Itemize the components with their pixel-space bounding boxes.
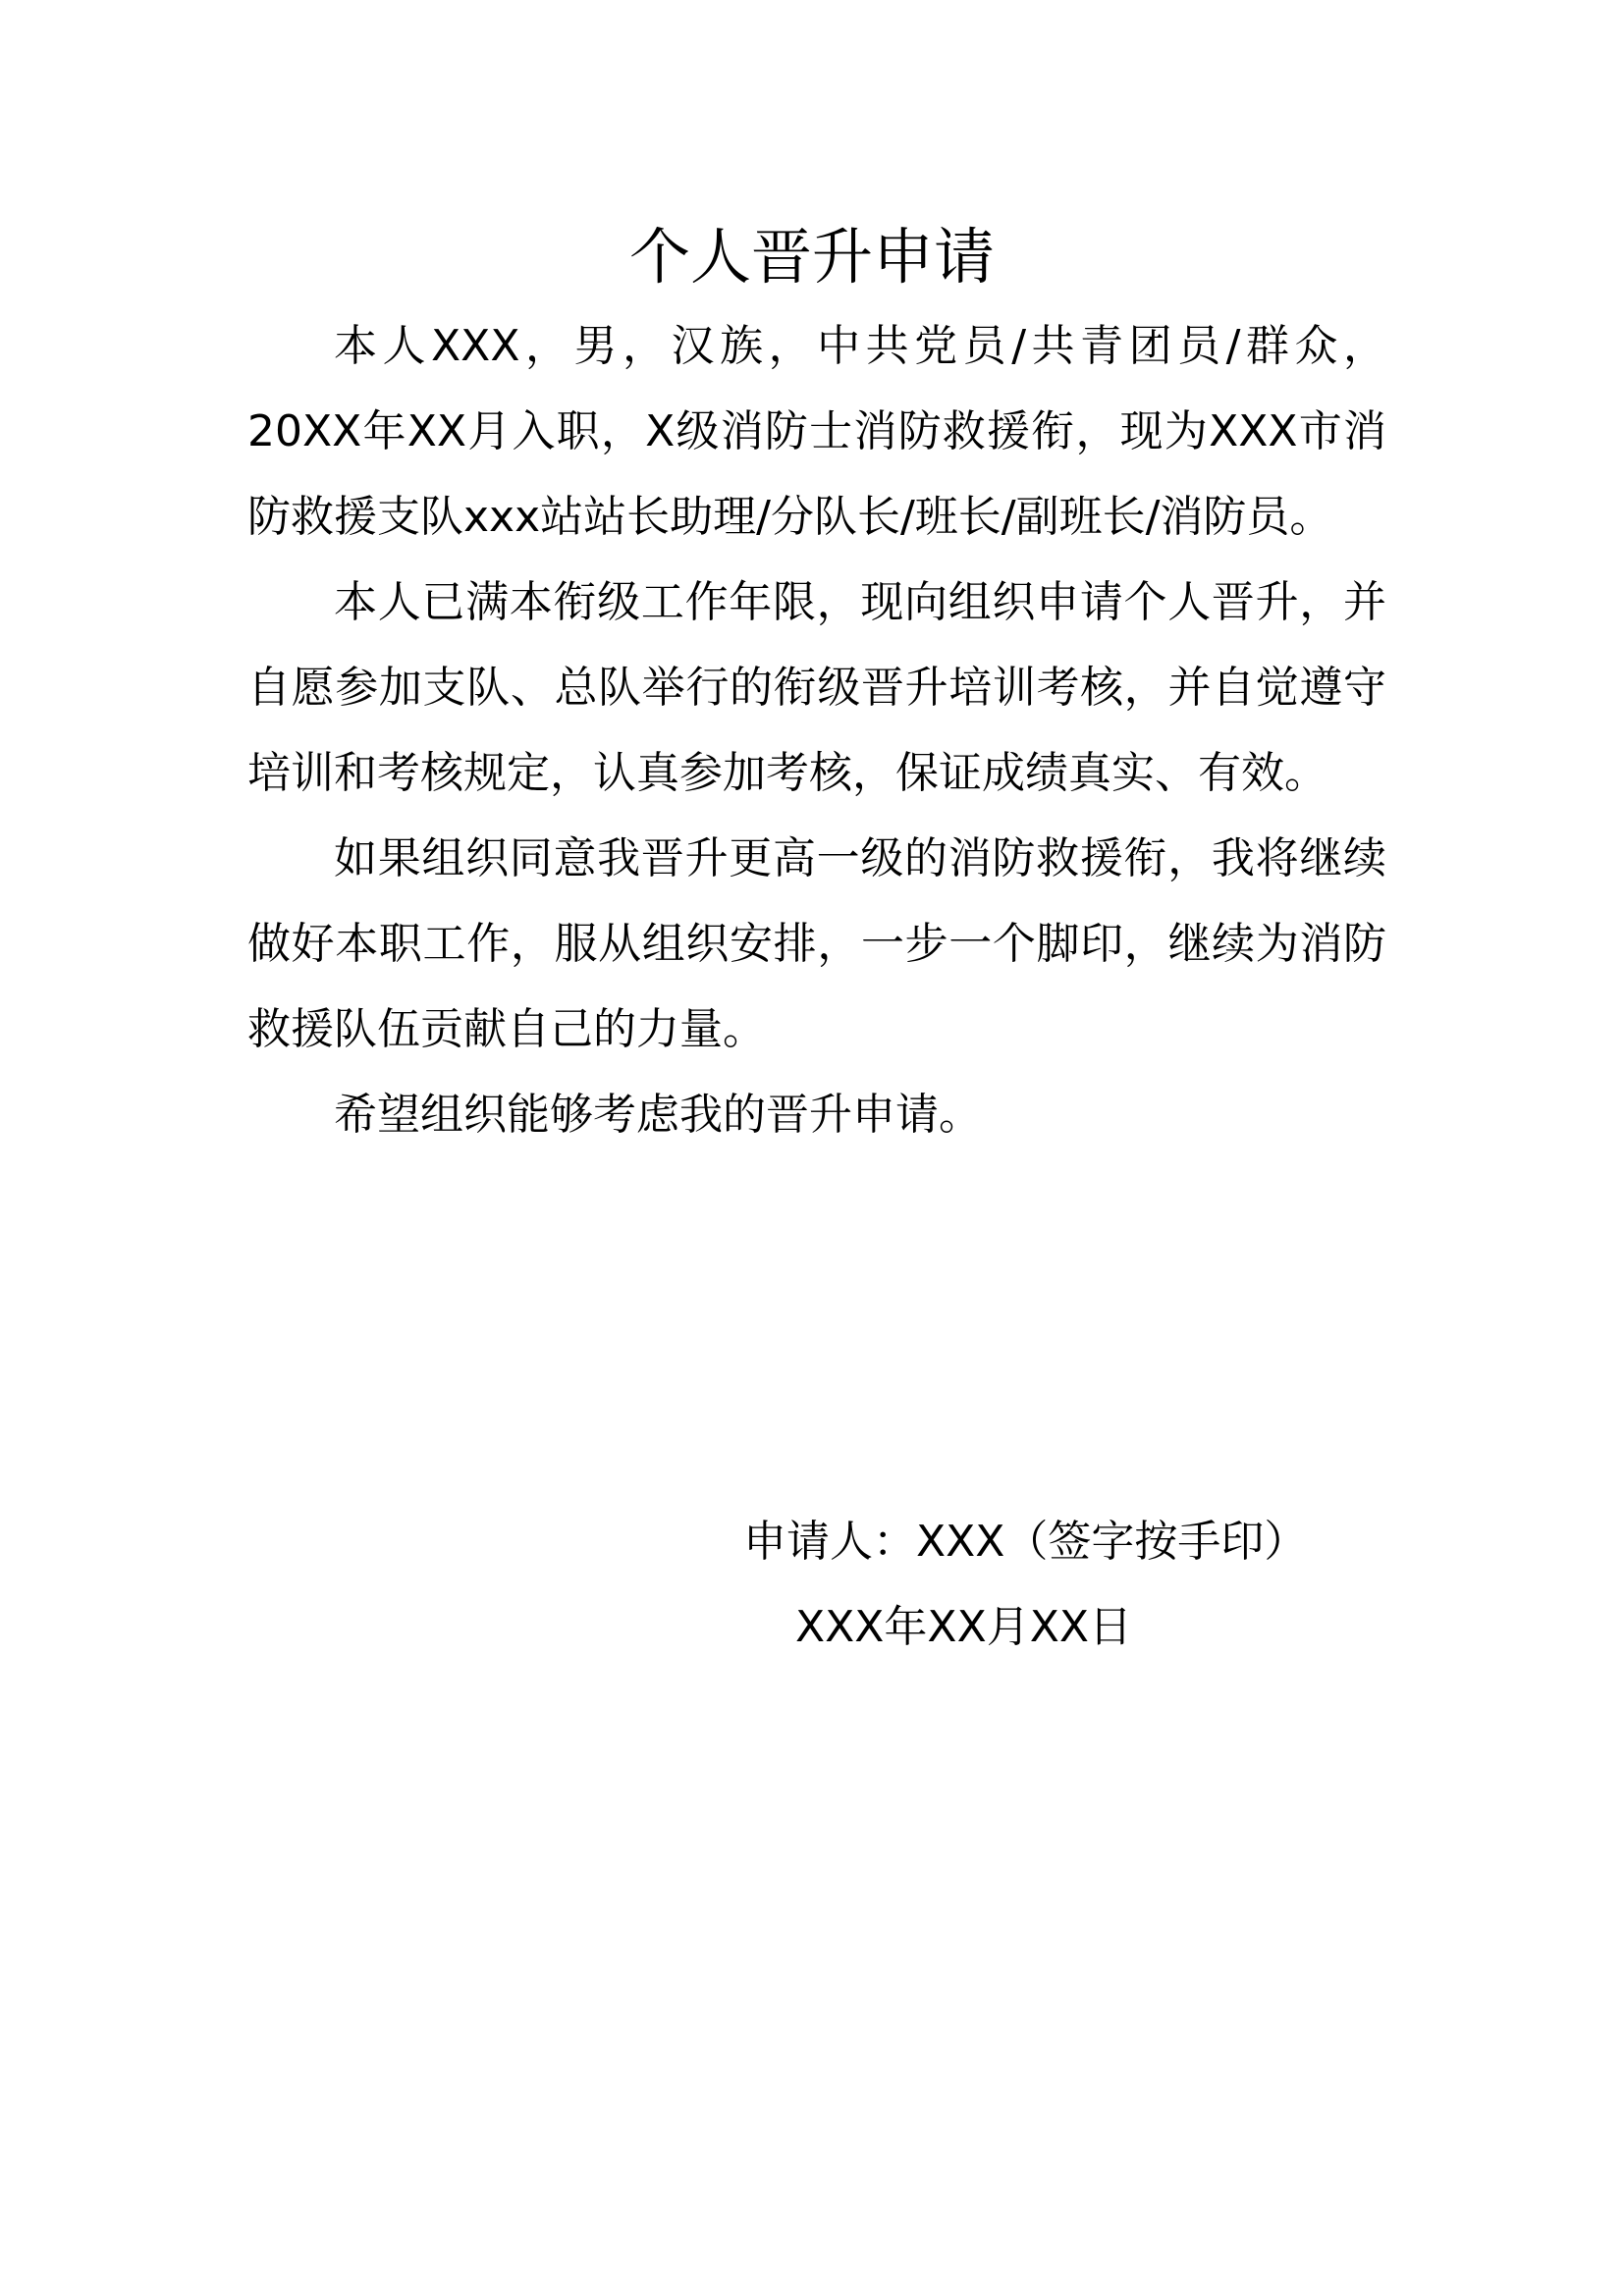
paragraph-application: 本人已满本衔级工作年限，现向组织申请个人晋升，并自愿参加支队、总队举行的衔级晋升培训考核，并自觉遵守培训和考核规定，认真参加考核，保证成绩真实、有效。 [247, 577, 1386, 798]
date-line: XXX年XX月XX日 [795, 1602, 1132, 1652]
document-title: 个人晋升申请 [628, 221, 995, 293]
document-body [247, 303, 1386, 1157]
paragraph-personal-info: 本人XXX，男，汉族，中共党员/共青团员/群众，20XX年XX月入职，X级消防士消防救援衔，现为XXX市消防救援支队xxx站站长助理/分队长/班长/副班长/消防员。 [247, 321, 1386, 542]
signature-line: 申请人：XXX（签字按手印） [743, 1517, 1308, 1567]
paragraph-commitment: 如果组织同意我晋升更高一级的消防救援衔，我将继续做好本职工作，服从组织安排，一步一个脚印，继续为消防救援队伍贡献自己的力量。 [247, 833, 1386, 1054]
paragraph-closing: 希望组织能够考虑我的晋升申请。 [334, 1090, 982, 1140]
